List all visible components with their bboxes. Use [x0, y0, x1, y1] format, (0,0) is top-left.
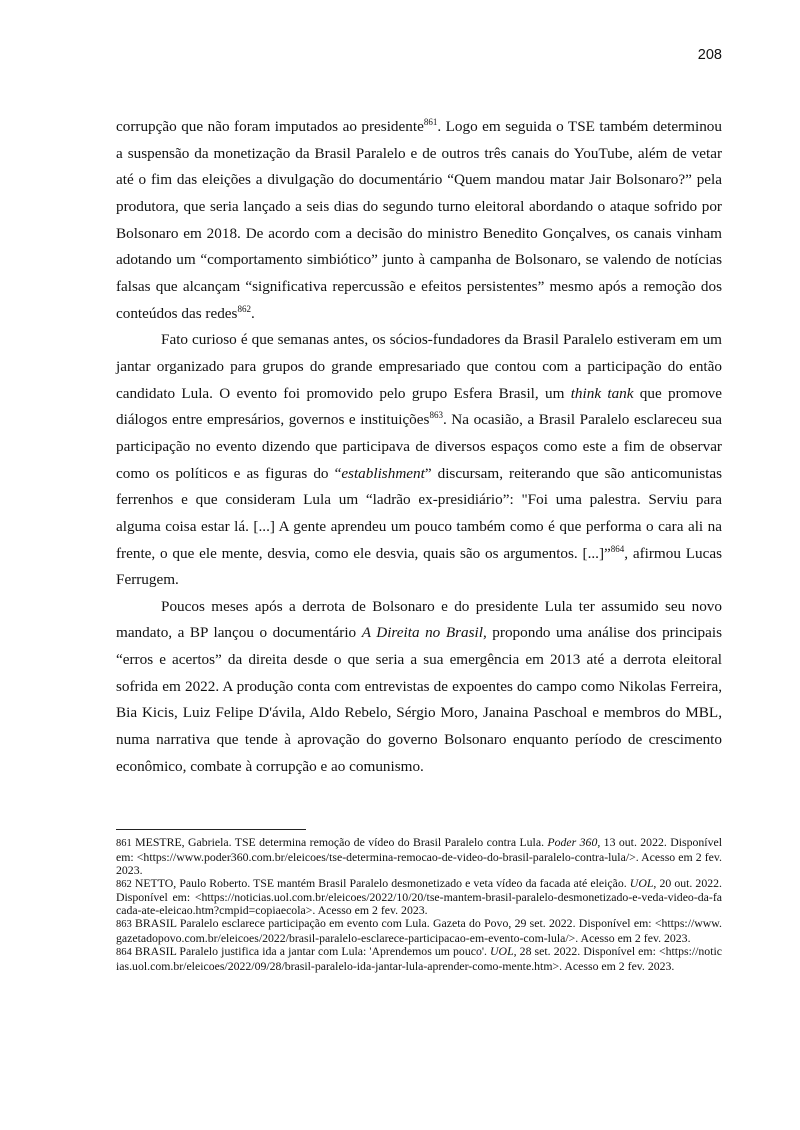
footnote-number: 863 — [116, 919, 132, 931]
footnote-link[interactable]: <https://noticias.uol.com.br/eleicoes/2022/09/28/brasil-paralelo-ida-jantar-lula-aprender-como-mente.htm>. — [116, 943, 722, 973]
footnotes — [116, 836, 722, 972]
footnote-separator — [116, 829, 306, 830]
page-number: 208 — [697, 47, 722, 63]
footnote-ref[interactable]: 861 — [423, 117, 438, 127]
footnote: 862 NETTO, Paulo Roberto. TSE mantém Brasil Paralelo desmonetizado e veta vídeo da facada até eleição. UOL, 20 out. 2022. Disponível em: <https://noticias.uol.com.br/eleicoes/2022/10/20/tse-mantem-brasil-paralelo-desmonetizado-e-veda-video-da-facada-ate-eleicao.htm?cmpid=copiaecola>. Acesso em 2 fev. 2023. — [116, 875, 722, 918]
footnote-link[interactable]: <https://www.gazetadopovo.com.br/eleicoes/2022/brasil-paralelo-esclarece-participacao-em-evento-com-lula/>. — [116, 916, 722, 945]
footnote-ref[interactable]: 862 — [237, 303, 251, 314]
paragraph: corrupção que não foram imputados ao presidente$^{861}$. Logo em seguida o TSE também determinou a suspensão da monetização da Brasil Paralelo e de outros três canais do YouTube, além de vetar até o fim das eleições a divulgação do documentário “Quem mandou matar Jair Bolsonaro?” pela produtora, que seria lançado a seis dias do segundo turno eleitoral abordando o ataque sofrido por Bolsonaro em 2018. De acordo com a decisão do ministro Benedito Gonçalves, os canais vinham adotando um “comportamento simbiótico” junto à campanha de Bolsonaro, se valendo de notícias falsas que alcançam “significativa repercussão e efeitos persistentes” mesmo após a remoção dos conteúdos das redes$^{862}$. — [116, 117, 722, 322]
footnote: 863 BRASIL Paralelo esclarece participação em evento com Lula. Gazeta do Povo, 29 set. 2022. Disponível em: <https://www.gazetadopovo.com.br/eleicoes/2022/brasil-paralelo-esclarece-participacao-em-evento-com-lula/>. Acesso em 2 fev. 2023. — [116, 916, 722, 945]
footnote-link[interactable]: <https://noticias.uol.com.br/eleicoes/2022/10/20/tse-mantem-brasil-paralelo-desmonetizado-e-veda-video-da-facada-ate-eleicao.htm?cmpid=copiaecola>. — [116, 890, 722, 918]
footnote-number: 861 — [116, 838, 132, 849]
paragraph: Poucos meses após a derrota de Bolsonaro e do presidente Lula ter assumido seu novo mandato, a BP lançou o documentário A Direita no Brasil, propondo uma análise dos principais “erros e acertos” da direita desde o que seria a sua emergência em 2013 até a derrota eleitoral sofrida em 2022. A produção conta com entrevistas de expoentes do campo como Nikolas Ferreira, Bia Kicis, Luiz Felipe D'ávila, Aldo Rebelo, Sérgio Moro, Janaina Paschoal e membros do MBL, numa narrativa que tende à aprovação do governo Bolsonaro enquanto período de crescimento econômico, combate à corrupção e ao comunismo. — [116, 597, 722, 775]
footnote-ref[interactable]: 864 — [610, 543, 625, 554]
footnote: 864 BRASIL Paralelo justifica ida a jantar com Lula: 'Aprendemos um pouco'. UOL, 28 set. 2022. Disponível em: <https://noticias.uol.com.br/eleicoes/2022/09/28/brasil-paralelo-ida-jantar-lula-aprender-como-mente.htm>. Acesso em 2 fev. 2023. — [116, 943, 722, 973]
body-text — [116, 114, 722, 780]
paragraph: Fato curioso é que semanas antes, os sócios-fundadores da Brasil Paralelo estiveram em um jantar organizado para grupos do grande empresariado que contou com a participação do então candidato Lula. O evento foi promovido pelo grupo Esfera Brasil, um think tank que promove diálogos entre empresários, governos e instituições$^{863}$. Na ocasião, a Brasil Paralelo esclareceu sua participação no evento dizendo que participava de diversos espaços como este a fim de observar como os políticos e as figuras do “establishment” discursam, reiterando que são anticomunistas ferrenhos e que consideram Lula um “ladrão ex-presidiário”: "Foi uma palestra. Serviu para alguma coisa estar lá. [...] A gente aprendeu um pouco também como é que performa o cara ali na frente, o que ele mente, desvia, como ele desvia, quais são os argumentos. [...]”$^{864}$, afirmou Lucas Ferrugem. — [116, 331, 722, 589]
footnote-number: 862 — [116, 878, 132, 890]
footnote-link[interactable]: <https://www.poder360.com.br/eleicoes/tse-determina-remocao-de-video-do-brasil-paralelo-contra-lula/>. — [136, 849, 639, 864]
footnote-number: 864 — [116, 946, 132, 958]
footnote: 861 MESTRE, Gabriela. TSE determina remoção de vídeo do Brasil Paralelo contra Lula. Poder 360, 13 out. 2022. Disponível em: <https://www.poder360.com.br/eleicoes/tse-determina-remocao-de-video-do-brasil-paralelo-contra-lula/>. Acesso em 2 fev. 2023. — [116, 835, 723, 877]
footnote-ref[interactable]: 863 — [429, 410, 443, 421]
